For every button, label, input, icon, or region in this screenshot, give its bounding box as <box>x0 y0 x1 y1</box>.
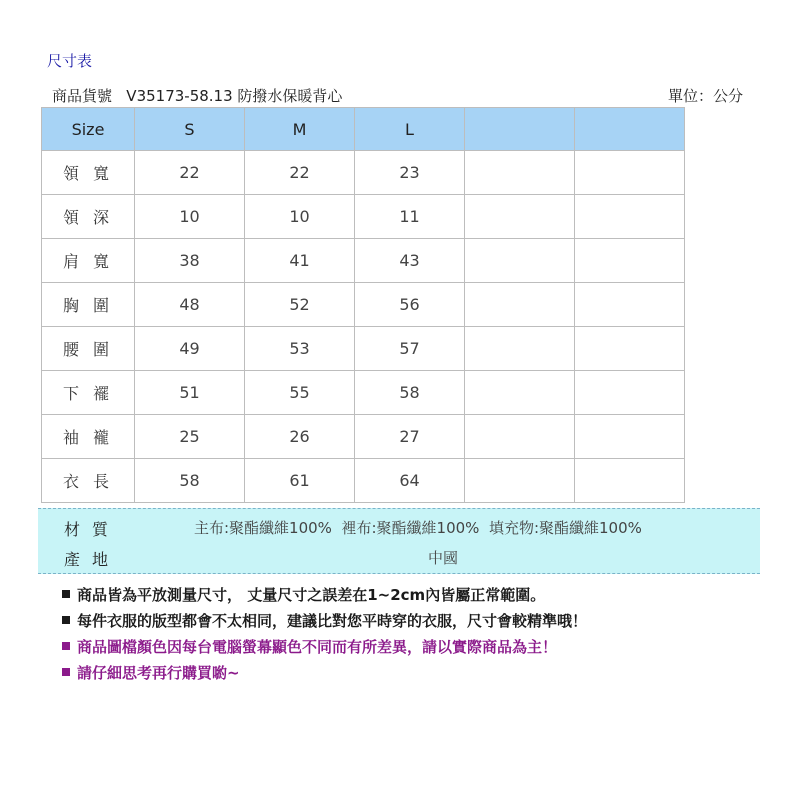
measurement-label: 下襬 <box>42 371 135 415</box>
size-value-cell: 56 <box>355 283 465 327</box>
size-value-cell: 49 <box>135 327 245 371</box>
measurement-label: 衣長 <box>42 459 135 503</box>
table-row <box>42 327 685 371</box>
table-row <box>42 371 685 415</box>
size-header-cell: S <box>135 108 245 151</box>
table-row <box>42 239 685 283</box>
table-row <box>42 151 685 195</box>
size-value-cell: 57 <box>355 327 465 371</box>
size-value-cell: 58 <box>355 371 465 415</box>
size-value-cell: 22 <box>135 151 245 195</box>
size-value-cell <box>575 371 685 415</box>
origin-label: 產地 <box>64 550 121 569</box>
size-value-cell: 38 <box>135 239 245 283</box>
size-header-cell: Size <box>42 108 135 151</box>
size-value-cell <box>465 195 575 239</box>
notes-list <box>62 582 587 686</box>
size-value-cell: 23 <box>355 151 465 195</box>
size-value-cell: 25 <box>135 415 245 459</box>
measurement-label: 領寬 <box>42 151 135 195</box>
measurement-label: 領深 <box>42 195 135 239</box>
size-value-cell: 11 <box>355 195 465 239</box>
size-value-cell <box>465 151 575 195</box>
size-value-cell <box>465 283 575 327</box>
size-value-cell <box>575 459 685 503</box>
size-value-cell <box>575 415 685 459</box>
size-header-row <box>42 108 685 151</box>
bullet-square-icon <box>62 616 70 624</box>
note-text: 商品圖檔顏色因每台電腦螢幕顯色不同而有所差異，請以實際商品為主！ <box>77 638 558 656</box>
page-title: 尺寸表 <box>47 52 93 70</box>
table-row <box>42 195 685 239</box>
note-text: 每件衣服的版型都會不太相同，建議比對您平時穿的衣服，尺寸會較精準哦！ <box>77 612 588 630</box>
note-item <box>62 608 587 634</box>
material-label: 材質 <box>64 520 121 539</box>
size-value-cell: 55 <box>245 371 355 415</box>
size-value-cell: 26 <box>245 415 355 459</box>
measurement-label: 肩寬 <box>42 239 135 283</box>
size-value-cell <box>575 195 685 239</box>
size-value-cell <box>575 151 685 195</box>
material-value: 主布:聚酯纖維100% 裡布:聚酯纖維100% 填充物:聚酯纖維100% <box>194 519 642 537</box>
size-value-cell: 41 <box>245 239 355 283</box>
size-value-cell <box>575 239 685 283</box>
size-value-cell: 61 <box>245 459 355 503</box>
table-row <box>42 415 685 459</box>
material-origin-panel <box>38 508 760 574</box>
size-value-cell <box>465 327 575 371</box>
size-value-cell <box>465 459 575 503</box>
size-header-cell <box>575 108 685 151</box>
size-value-cell: 58 <box>135 459 245 503</box>
size-value-cell: 53 <box>245 327 355 371</box>
product-number: 商品貨號 V35173-58.13 防撥水保暖背心 <box>52 87 343 105</box>
measurement-label: 袖襱 <box>42 415 135 459</box>
measurement-label: 胸圍 <box>42 283 135 327</box>
bullet-square-icon <box>62 668 70 676</box>
origin-value: 中國 <box>428 549 459 567</box>
size-value-cell <box>465 371 575 415</box>
size-value-cell <box>465 415 575 459</box>
note-text: 請仔細思考再行購買喲~ <box>77 664 240 682</box>
table-row <box>42 459 685 503</box>
size-header-cell <box>465 108 575 151</box>
size-header-cell: L <box>355 108 465 151</box>
size-value-cell: 27 <box>355 415 465 459</box>
size-value-cell: 52 <box>245 283 355 327</box>
measurement-label: 腰圍 <box>42 327 135 371</box>
size-value-cell: 64 <box>355 459 465 503</box>
size-value-cell: 48 <box>135 283 245 327</box>
unit-label: 單位：公分 <box>668 87 744 105</box>
size-value-cell <box>575 283 685 327</box>
size-header-cell: M <box>245 108 355 151</box>
size-value-cell: 43 <box>355 239 465 283</box>
note-item <box>62 582 587 608</box>
size-value-cell: 51 <box>135 371 245 415</box>
size-table <box>41 107 685 503</box>
note-item <box>62 660 587 686</box>
size-value-cell: 10 <box>135 195 245 239</box>
size-value-cell: 22 <box>245 151 355 195</box>
size-value-cell <box>575 327 685 371</box>
note-text: 商品皆為平放測量尺寸， 丈量尺寸之誤差在1~2cm內皆屬正常範圍。 <box>77 586 546 604</box>
bullet-square-icon <box>62 642 70 650</box>
table-row <box>42 283 685 327</box>
size-value-cell <box>465 239 575 283</box>
note-item <box>62 634 587 660</box>
bullet-square-icon <box>62 590 70 598</box>
size-value-cell: 10 <box>245 195 355 239</box>
